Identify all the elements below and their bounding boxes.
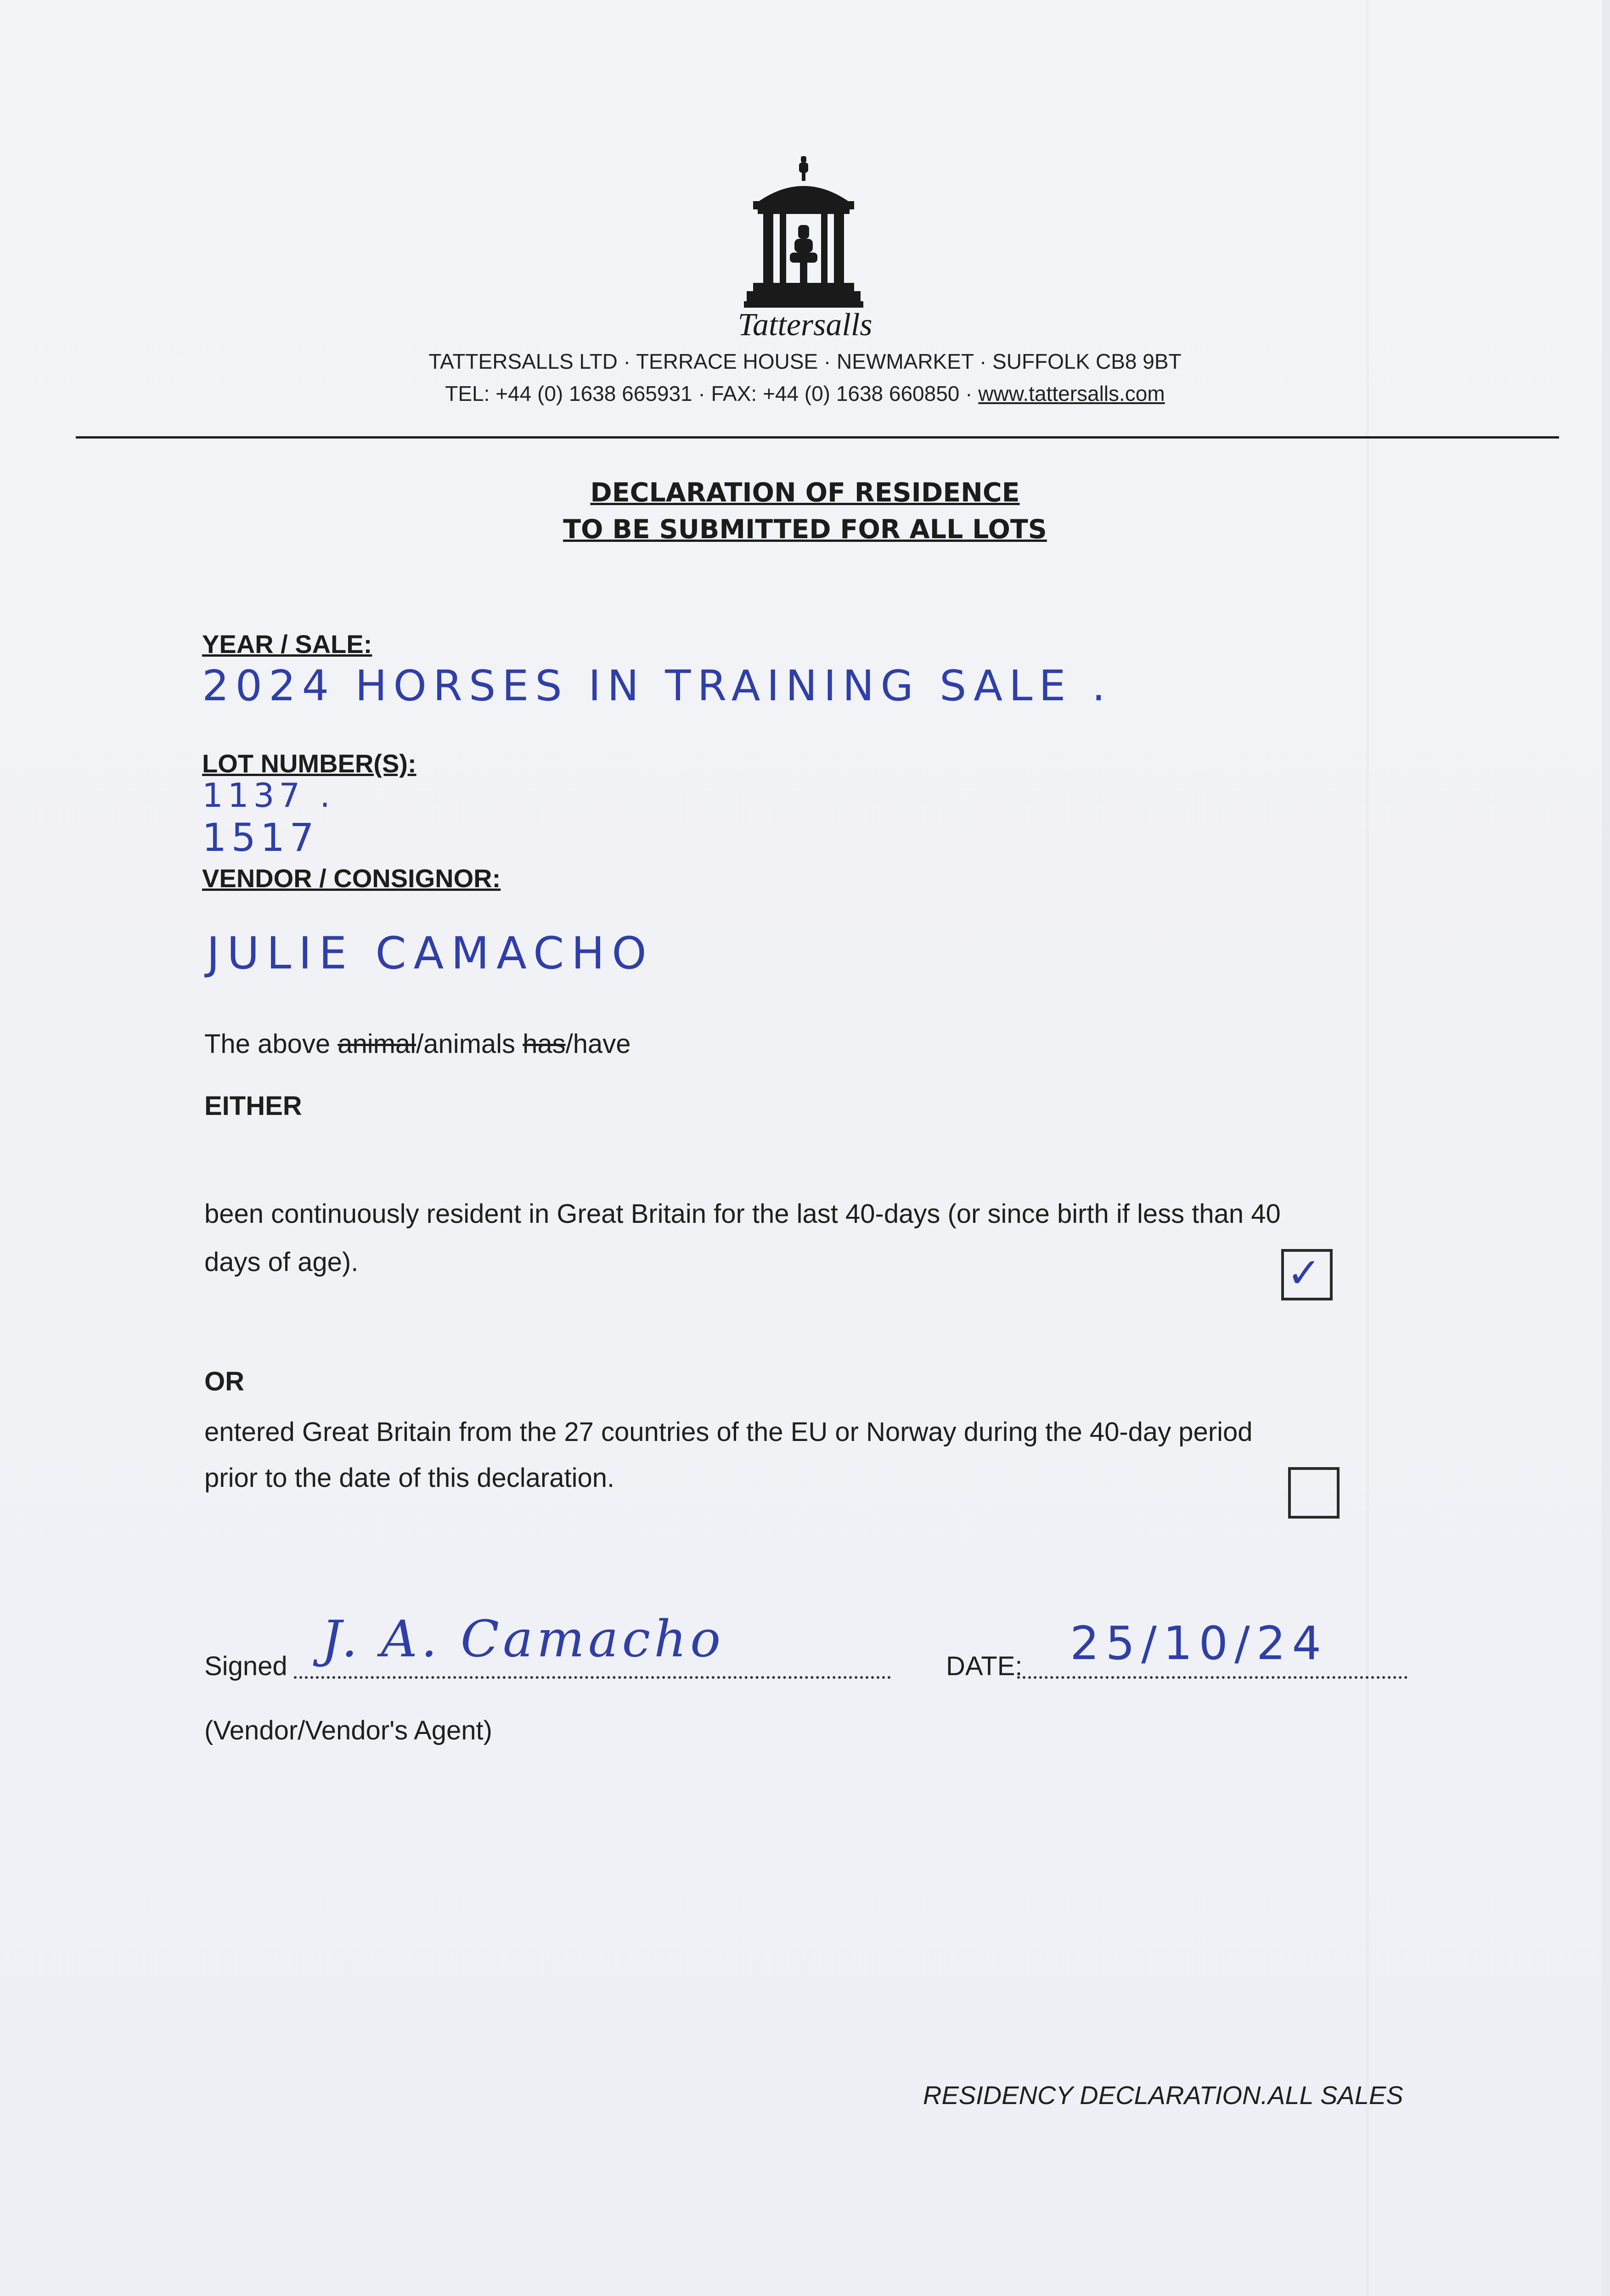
footer-reference: RESIDENCY DECLARATION.ALL SALES — [923, 2081, 1403, 2110]
date-label: DATE: — [946, 1651, 1023, 1681]
or-text-line1: entered Great Britain from the 27 countries of the EU or Norway during the 40-day period — [204, 1417, 1253, 1447]
company-contact — [0, 381, 1610, 406]
contact-numbers: TEL: +44 (0) 1638 665931 · FAX: +44 (0) 1638 660850 · — [445, 382, 979, 405]
date-value: 25/10/24 — [1070, 1616, 1328, 1670]
document-subtitle: TO BE SUBMITTED FOR ALL LOTS — [563, 514, 1047, 545]
vendor-label: VENDOR / CONSIGNOR: — [202, 864, 501, 893]
signature-value: J. A. Camacho — [321, 1609, 725, 1668]
or-text-line2: prior to the date of this declaration. — [204, 1463, 615, 1493]
header-divider — [76, 436, 1559, 439]
lot-number-1: 1137 . — [202, 776, 335, 815]
year-sale-value: 2024 HORSES IN TRAINING SALE . — [202, 661, 1112, 710]
or-checkbox[interactable] — [1288, 1467, 1340, 1519]
statement-middle: /animals — [416, 1029, 523, 1059]
either-heading: EITHER — [204, 1091, 302, 1121]
either-text-line2: days of age). — [204, 1247, 359, 1277]
date-line — [1017, 1676, 1407, 1679]
checkmark-icon: ✓ — [1287, 1249, 1322, 1297]
website-link[interactable]: www.tattersalls.com — [978, 382, 1165, 405]
signed-label: Signed — [204, 1651, 287, 1681]
lot-numbers-label: LOT NUMBER(S): — [202, 749, 417, 778]
struck-animal: animal — [338, 1029, 417, 1059]
company-address: TATTERSALLS LTD · TERRACE HOUSE · NEWMARKET · SUFFOLK CB8 9BT — [428, 349, 1182, 373]
either-text-line1: been continuously resident in Great Britain for the last 40-days (or since birth if less than 40 — [204, 1199, 1281, 1229]
tattersalls-logo-icon — [744, 156, 863, 308]
lot-number-2: 1517 — [202, 815, 319, 860]
scan-edge — [1602, 0, 1610, 2296]
or-heading: OR — [204, 1367, 244, 1396]
residence-statement — [204, 1029, 631, 1059]
statement-suffix: /have — [565, 1029, 631, 1059]
statement-prefix: The above — [204, 1029, 338, 1059]
signature-line — [294, 1676, 891, 1679]
either-checkbox[interactable] — [1281, 1249, 1333, 1300]
vendor-value: JULIE CAMACHO — [207, 928, 654, 979]
year-sale-label: YEAR / SALE: — [202, 630, 372, 658]
scan-fold-shadow — [1366, 0, 1369, 2296]
brand-name: Tattersalls — [737, 307, 873, 343]
struck-has: has — [523, 1029, 566, 1059]
vendor-agent-note: (Vendor/Vendor's Agent) — [204, 1716, 492, 1745]
document-title: DECLARATION OF RESIDENCE — [590, 478, 1020, 508]
